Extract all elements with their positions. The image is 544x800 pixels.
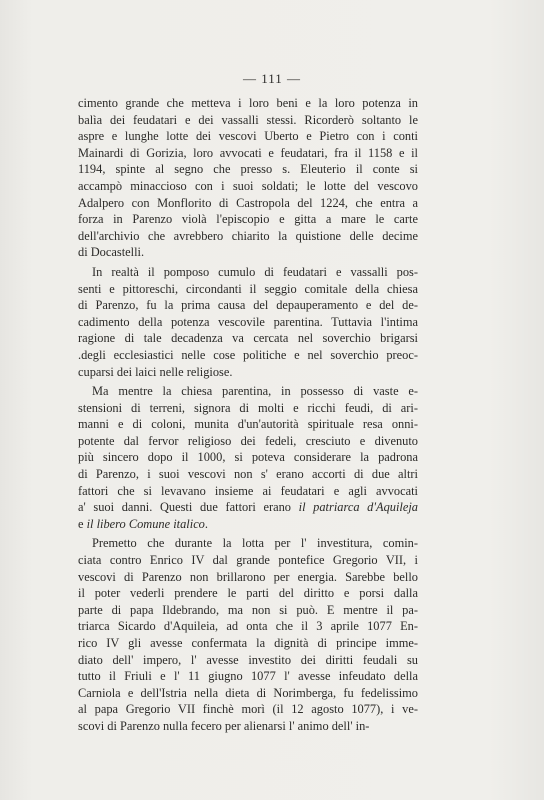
text-line: triarca Sicardo d'Aquileia, ad onta che il 3 aprile 1077 En- (78, 619, 418, 634)
text-line: tutto il Friuli e l' 11 giugno 1077 l' avesse infeudato della (78, 669, 418, 684)
paragraph (78, 383, 418, 532)
body-text (78, 95, 418, 735)
text-line: cuparsi dei laici nelle religiose. (78, 364, 233, 379)
text-line: Adalpero con Monflorito di Castropola del 1224, che entra a (78, 195, 418, 210)
text-line: di Parenzo, i suoi vescovi non s' erano accorti di due altri (78, 467, 418, 482)
italic-phrase: il patriarca d'Aquileja (298, 500, 418, 515)
text-line: balìa dei feudatari e dei vassalli stessi. Ricorderò soltanto le (78, 112, 418, 127)
text-line: al papa Gregorio VII finchè morì (il 12 agosto 1077), i ve- (78, 702, 418, 717)
paragraph (78, 535, 418, 734)
text-line: scovi di Parenzo nulla fecero per alienarsi l' animo dell' in- (78, 718, 370, 733)
text-line: rico IV gli avesse confermata la dignità di principe imme- (78, 636, 418, 650)
text-line: cimento grande che metteva i loro beni e la loro potenza in (78, 96, 418, 110)
text-line: Carniola e dell'Istria nella dieta di Norimberga, fu fedelissimo (78, 685, 418, 700)
text-line: a' suoi danni. Questi due fattori erano il patriarca d'Aquileja (78, 500, 418, 515)
text-line: dell'archivio che avrebbero chiarito la quistione delle decime (78, 228, 418, 243)
paragraph (78, 95, 418, 261)
text-line: manni e di coloni, munita d'un'autorità spirituale resa onni- (78, 417, 418, 432)
text-line: cadimento della potenza vescovile parentina. Tuttavia l'intima (78, 314, 418, 329)
text-line: Premetto che durante la lotta per l' investitura, comin- (92, 536, 418, 551)
text-line: più sincero dopo il 1000, si poteva considerare la padrona (78, 450, 418, 465)
text-line: il poter vederli prendere le parti del diritto e porsi dalla (78, 586, 418, 601)
text-line: parte di papa Ildebrando, ma non si può. E mentre il pa- (78, 602, 418, 617)
text-line: di Parenzo, fu la prima causa del depauperamento e del de- (78, 298, 418, 313)
text-line: ragione di tale decadenza va cercata nel soverchio brigarsi (78, 331, 418, 346)
text-line: senti e pittoreschi, circondanti il seggio comitale della chiesa (78, 281, 418, 296)
text-line: ciata contro Enrico IV dal grande pontefice Gregorio VII, i (78, 553, 418, 568)
text-line: In realtà il pomposo cumulo di feudatari e vassalli pos- (92, 264, 418, 279)
italic-phrase: il libero Comune italico (86, 516, 205, 531)
text-line: potente dal fervor religioso dei fedeli, cresciuto e divenuto (78, 433, 418, 448)
text-line: .degli ecclesiastici nelle cose politiche e nel soverchio preoc- (78, 347, 418, 362)
text-line: 1194, spinte al segno che presso s. Eleuterio il conte si (78, 162, 418, 177)
text-line: di Docastelli. (78, 245, 145, 260)
page-number: — 111 — (242, 71, 302, 86)
text-line: e il libero Comune italico. (78, 516, 208, 531)
paragraph (78, 264, 418, 380)
text-line: forza in Parenzo violà l'episcopio e gitta a mare le carte (78, 212, 418, 227)
text-line: aspre e lunghe lotte dei vescovi Uberto e Pietro con i conti (78, 129, 418, 144)
text-line: Mainardi di Gorizia, loro avvocati e feudatari, fra il 1158 e il (78, 145, 418, 160)
text-line: Ma mentre la chiesa parentina, in possesso di vaste e- (92, 384, 418, 399)
text-line: accampò minaccioso con i suoi soldati; le lotte del vescovo (78, 178, 418, 193)
text-line: vescovi di Parenzo non brillarono per energia. Sarebbe bello (78, 569, 418, 584)
text-line: fattori che si levavano insieme ai feudatari e agli avvocati (78, 483, 418, 498)
text-line: stensioni di terreni, signora di molti e ricchi feudi, di ari- (78, 400, 418, 415)
text-line: diato dell' impero, l' avesse investito dei diritti feudali su (78, 652, 418, 667)
